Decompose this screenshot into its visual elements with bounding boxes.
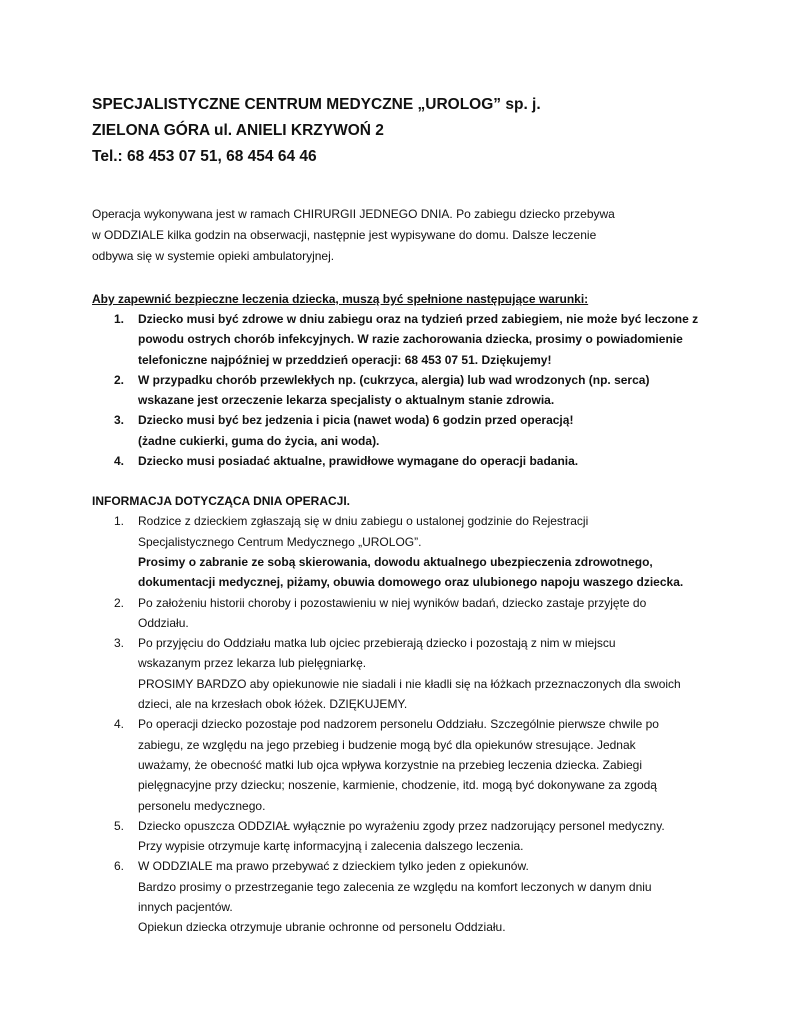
list-line: personelu medycznego. (138, 798, 266, 813)
list-line: Po założeniu historii choroby i pozostawieniu w niej wyników badań, dziecko zastaje przyjęte do (138, 595, 647, 610)
list-line: Dziecko musi być bez jedzenia i picia (nawet woda) 6 godzin przed operacją! (138, 413, 574, 428)
list-line: W przypadku chorób przewlekłych np. (cukrzyca, alergia) lub wad wrodzonych (np. serca) (138, 372, 650, 387)
list-line: wskazanym przez lekarza lub pielęgniarkę. (138, 656, 367, 671)
intro-line: odbywa się w systemie opieki ambulatoryjnej. (92, 249, 335, 263)
list-line: dzieci, ale na krzesłach obok łóżek. DZIĘKUJEMY. (138, 697, 408, 712)
list-line: innych pacjentów. (138, 900, 233, 915)
list-line: powodu ostrych chorób infekcyjnych. W razie zachorowania dziecka, prosimy o powiadomienie (138, 332, 683, 347)
list-number: 6. (114, 859, 125, 874)
list-line: Przy wypisie otrzymuje kartę informacyjną i zalecenia dalszego leczenia. (138, 839, 524, 854)
list-number: 3. (114, 636, 125, 651)
list-line: Dziecko musi posiadać aktualne, prawidłowe wymagane do operacji badania. (138, 454, 579, 469)
list-number: 1. (114, 312, 125, 326)
list-line: zabiegu, ze względu na jego przebieg i budzenie mogą być dla opiekunów stresujące. Jednak (138, 737, 636, 752)
list-line-bold: Prosimy o zabranie ze sobą skierowania, dowodu aktualnego ubezpieczenia zdrowotnego, (138, 554, 653, 569)
list-number: 5. (114, 818, 125, 833)
header-clinic-name: SPECJALISTYCZNE CENTRUM MEDYCZNE „UROLOG” sp. j. (92, 96, 541, 113)
list-item (92, 410, 721, 451)
info-title: INFORMACJA DOTYCZĄCA DNIA OPERACJI. (92, 494, 351, 509)
list-line: Po operacji dziecko pozostaje pod nadzorem personelu Oddziału. Szczególnie pierwsze chwile po (138, 717, 659, 732)
list-line: pielęgnacyjne przy dziecku; noszenie, karmienie, chodzenie, itd. mogą być dokonywane za zgodą (138, 778, 657, 793)
header-phone: Tel.: 68 453 07 51, 68 454 64 46 (92, 148, 317, 165)
list-number: 3. (114, 413, 125, 428)
list-item (92, 511, 721, 592)
list-number: 4. (114, 454, 125, 469)
list-line: Bardzo prosimy o przestrzeganie tego zalecenia ze względu na komfort leczonych w danym dniu (138, 879, 652, 894)
list-number: 1. (114, 514, 125, 529)
list-number: 4. (114, 717, 125, 732)
conditions-title: Aby zapewnić bezpieczne leczenia dziecka, muszą być spełnione następujące warunki: (92, 292, 589, 306)
list-line: Dziecko opuszcza ODDZIAŁ wyłącznie po wyrażeniu zgody przez nadzorujący personel medyczny. (138, 818, 665, 833)
list-line: Oddziału. (138, 615, 189, 630)
list-item (92, 816, 721, 857)
list-item (92, 633, 721, 714)
conditions-list (92, 309, 721, 471)
list-line: Opiekun dziecka otrzymuje ubranie ochronne od personelu Oddziału. (138, 920, 506, 935)
list-item (92, 593, 721, 634)
header-address: ZIELONA GÓRA ul. ANIELI KRZYWOŃ 2 (92, 122, 384, 139)
list-item (92, 451, 721, 471)
list-line: telefoniczne najpóźniej w przeddzień operacji: 68 453 07 51. Dziękujemy! (138, 352, 552, 367)
list-line: PROSIMY BARDZO aby opiekunowie nie siadali i nie kładli się na łóżkach przeznaczonych dla swoich (138, 676, 681, 691)
list-line: (żadne cukierki, guma do życia, ani woda). (138, 433, 380, 448)
list-item (92, 370, 721, 411)
list-line: uważamy, że obecność matki lub ojca wpływa korzystnie na przebieg leczenia dziecka. Zabiegi (138, 757, 643, 772)
list-item (92, 714, 721, 815)
list-number: 2. (114, 595, 125, 610)
info-list (92, 511, 721, 937)
list-item (92, 309, 721, 370)
intro-line: w ODDZIALE kilka godzin na obserwacji, następnie jest wypisywane do domu. Dalsze leczenie (92, 228, 597, 242)
list-line: W ODDZIALE ma prawo przebywać z dzieckiem tylko jeden z opiekunów. (138, 859, 529, 874)
list-line: Specjalistycznego Centrum Medycznego „UROLOG”. (138, 534, 422, 549)
list-line: Rodzice z dzieckiem zgłaszają się w dniu zabiegu o ustalonej godzinie do Rejestracji (138, 514, 589, 529)
intro-paragraph (92, 204, 721, 267)
list-line-bold: dokumentacji medycznej, piżamy, obuwia domowego oraz ulubionego napoju waszego dziecka. (138, 575, 684, 590)
intro-line: Operacja wykonywana jest w ramach CHIRURGII JEDNEGO DNIA. Po zabiegu dziecko przebywa (92, 207, 615, 221)
list-number: 2. (114, 372, 125, 387)
list-line: Po przyjęciu do Oddziału matka lub ojciec przebierają dziecko i pozostają z nim w miejscu (138, 636, 616, 651)
list-line: Dziecko musi być zdrowe w dniu zabiegu oraz na tydzień przed zabiegiem, nie może być leczone z (138, 312, 699, 326)
list-line: wskazane jest orzeczenie lekarza specjalisty o aktualnym stanie zdrowia. (138, 393, 555, 408)
list-item (92, 856, 721, 937)
